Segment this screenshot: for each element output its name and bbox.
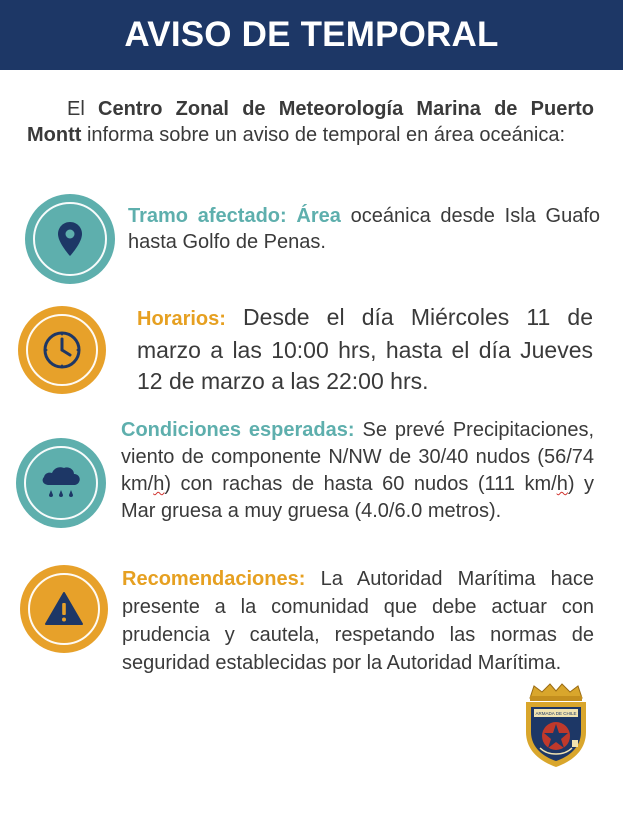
warning-circle	[20, 565, 108, 653]
recomendaciones-text: La Autoridad Marítima hace presente a la comunidad que debe actuar con prudencia y cautela, respetando las normas de seguridad establecidas por la Autoridad Marítima.	[122, 568, 594, 674]
tramo-text: oceánica desde Isla Guafo hasta Golfo de Penas.	[128, 205, 601, 253]
intro-lead: El	[67, 98, 98, 120]
unit-h-second: h	[556, 473, 568, 495]
weather-circle	[16, 438, 106, 528]
tramo-label: Tramo afectado: Área	[128, 205, 341, 227]
crest-banner: ARMADA DE CHILE	[535, 711, 577, 716]
intro-organization: Centro Zonal de Meteorología Marina de Puerto Montt	[27, 98, 594, 146]
horarios-label: Horarios:	[137, 308, 226, 330]
condiciones-text-a: Se prevé Precipitaciones, viento de componente N/NW de 30/40 nudos (56/74 km/	[121, 419, 595, 495]
navy-crest-logo	[520, 682, 592, 768]
condiciones-text-b: ) con rachas de hasta 60 nudos (111 km/	[164, 473, 557, 495]
horarios-text: Desde el día Miércoles 11 de marzo a las 10:00 hrs, hasta el día Jueves 12 de marzo a las 22:00 hrs.	[137, 304, 593, 394]
page-title: AVISO DE TEMPORAL	[124, 15, 499, 54]
unit-h-first: h	[153, 473, 165, 495]
condiciones-block	[121, 417, 594, 525]
intro-rest: informa sobre un aviso de temporal en área oceánica:	[81, 124, 566, 146]
clock-circle	[18, 306, 106, 394]
tramo-block	[128, 203, 600, 255]
intro-paragraph	[27, 96, 594, 148]
horarios-block	[137, 302, 593, 397]
condiciones-label: Condiciones esperadas:	[121, 419, 355, 441]
recomendaciones-block	[122, 565, 594, 677]
header-bar	[0, 0, 623, 70]
location-circle	[25, 194, 115, 284]
condiciones-text-c: ) y Mar gruesa a muy gruesa (4.0/6.0 metros).	[121, 473, 594, 522]
recomendaciones-label: Recomendaciones:	[122, 568, 306, 590]
